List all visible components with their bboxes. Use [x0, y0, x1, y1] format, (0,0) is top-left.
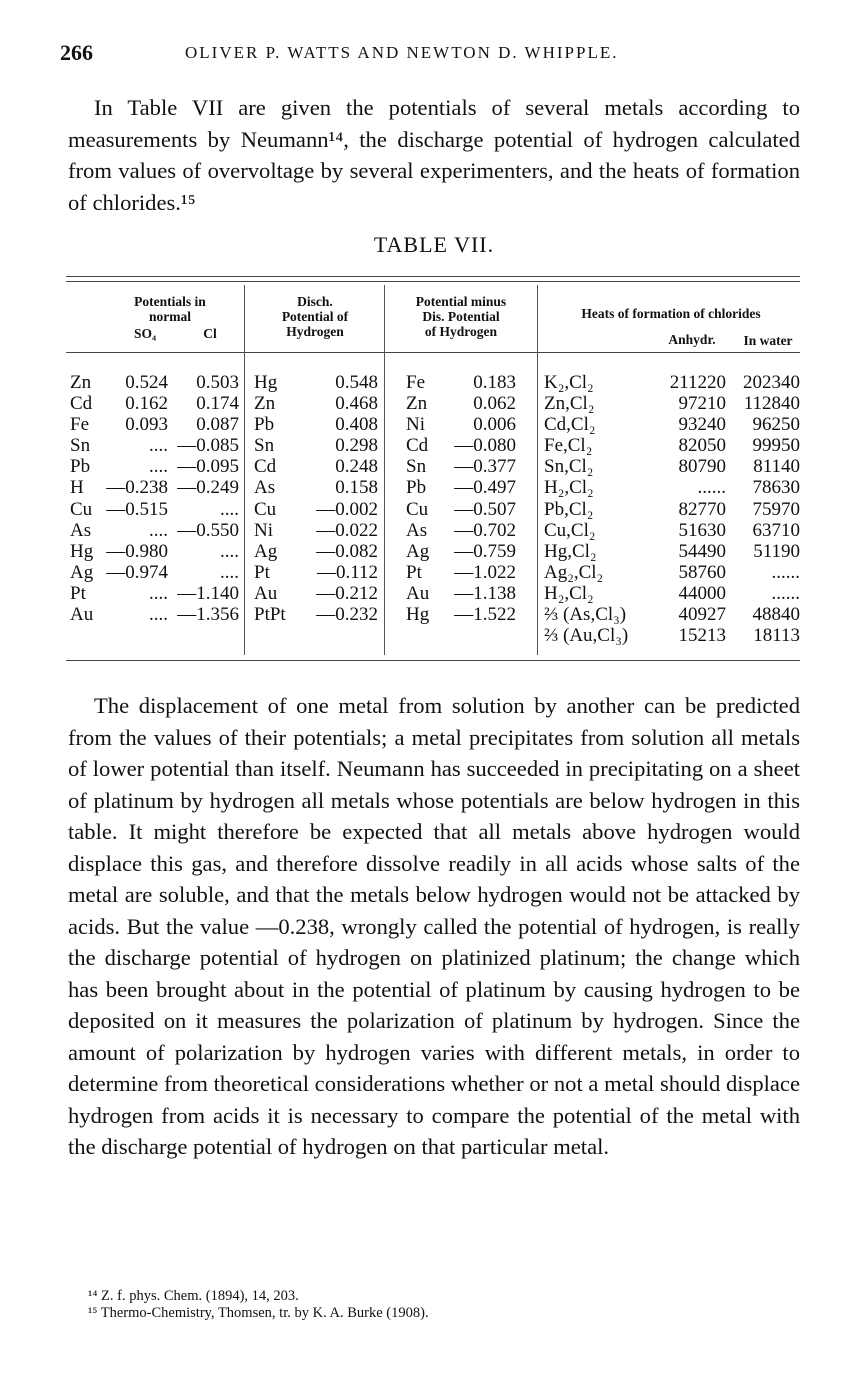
- header-minus-line1: Potential minus: [415, 294, 507, 309]
- col-anhydr: [640, 372, 726, 646]
- cl-potential-cell: ....: [220, 561, 239, 583]
- so4-potential-cell: 0.093: [125, 414, 168, 436]
- minus-value-cell: 0.183: [473, 372, 516, 393]
- minus-value-cell: —0.377: [454, 456, 516, 478]
- running-header: [60, 40, 800, 66]
- table-title: TABLE VII.: [373, 232, 495, 257]
- header-discharge-line3: Hydrogen: [286, 324, 344, 339]
- col-so4: [100, 372, 168, 625]
- heat-anhydr-cell: 93240: [678, 414, 726, 436]
- minus-metal-cell: Pb: [406, 477, 427, 499]
- heat-anhydr-cell: ......: [697, 477, 726, 499]
- discharge-value-cell: —0.002: [316, 498, 378, 520]
- discharge-value-cell: —0.082: [316, 540, 378, 562]
- footnote-15: ¹⁵ Thermo-Chemistry, Thomsen, tr. by K. A. Burke (1908).: [88, 1305, 429, 1321]
- heat-anhydr-cell: 54490: [678, 540, 726, 562]
- minus-value-cell: 0.006: [473, 414, 516, 436]
- so4-potential-cell: ....: [149, 582, 168, 604]
- discharge-metal-cell: Zn: [254, 393, 276, 415]
- so4-potential-cell: 0.162: [125, 393, 168, 415]
- header-potentials-line2: normal: [149, 309, 191, 324]
- minus-value-cell: —1.522: [454, 604, 516, 626]
- body-paragraph: The displacement of one metal from solution by another can be predicted from the values of their potentials; a metal precipitates from solution all metals of lower potential than itself. Neumann has succeeded in precipitating on a sheet of platinum by hydrogen all metals whose potentials are below hydrogen in this table. It might therefore be expected that all metals above hydrogen would displace this gas, and therefore dissolve readily in all acids whose salts of the metal are soluble, and that the metals below hydrogen would not be attacked by acids. But the value —0.238, wrongly called the potential of hydrogen, is really the discharge potential of hydrogen on platinized platinum; the change which has been brought about in the potential of platinum by causing hydrogen to be deposited on it measures the polarization of platinum by hydrogen. Since the amount of polarization by hydrogen varies with different metals, in order to determine from theoretical considerations whether or not a metal should displace hydrogen from acids it is necessary to compare the potential of the metal with the discharge potential of hydrogen on that particular metal.: [68, 693, 800, 1159]
- footnotes: [88, 1288, 429, 1322]
- header-heats: Heats of formation of chlorides: [581, 306, 761, 321]
- header-cl: Cl: [203, 326, 217, 341]
- minus-metal-cell: Ag: [406, 540, 430, 562]
- so4-potential-cell: ....: [149, 604, 168, 626]
- heat-anhydr-cell: 44000: [678, 582, 726, 604]
- header-potentials-line1: Potentials in: [134, 294, 206, 309]
- running-head: OLIVER P. WATTS AND NEWTON D. WHIPPLE.: [185, 43, 619, 62]
- discharge-metal-cell: Pt: [254, 561, 270, 583]
- heat-anhydr-cell: 211220: [669, 372, 726, 393]
- chloride-compound-cell: H₂,Cl₂: [544, 582, 594, 604]
- discharge-value-cell: 0.158: [335, 477, 378, 499]
- heat-water-cell: 96250: [752, 414, 800, 436]
- potential-metal-cell: Hg: [70, 540, 94, 562]
- potential-metal-cell: Cu: [70, 498, 93, 520]
- col-minus-values: [440, 372, 516, 625]
- header-discharge-line2: Potential of: [281, 309, 349, 324]
- cl-potential-cell: —0.095: [177, 456, 239, 478]
- so4-potential-cell: —0.980: [106, 540, 168, 562]
- minus-value-cell: —0.702: [454, 519, 516, 541]
- discharge-metal-cell: Cd: [254, 456, 277, 478]
- minus-value-cell: —1.022: [454, 561, 516, 583]
- potential-metal-cell: Pt: [70, 582, 86, 604]
- column-divider-1: [244, 285, 245, 655]
- discharge-value-cell: 0.548: [335, 372, 378, 393]
- discharge-metal-cell: PtPt: [254, 604, 286, 626]
- chloride-compound-cell: H₂,Cl₂: [544, 477, 594, 499]
- minus-metal-cell: Cd: [406, 435, 429, 457]
- minus-metal-cell: Sn: [406, 456, 427, 478]
- minus-metal-cell: Ni: [406, 414, 425, 436]
- chloride-compound-cell: Hg,Cl₂: [544, 540, 597, 562]
- discharge-value-cell: 0.248: [335, 456, 378, 478]
- minus-value-cell: 0.062: [473, 393, 516, 415]
- discharge-value-cell: —0.112: [316, 561, 378, 583]
- chloride-compound-cell: Pb,Cl₂: [544, 498, 594, 520]
- potential-metal-cell: Au: [70, 604, 94, 626]
- cl-potential-cell: —1.356: [177, 604, 239, 626]
- minus-metal-cell: As: [406, 519, 428, 541]
- table-top-rule-2: [66, 281, 800, 282]
- chloride-compound-cell: Sn,Cl₂: [544, 456, 594, 478]
- heat-water-cell: 99950: [752, 435, 800, 457]
- potential-metal-cell: Ag: [70, 561, 94, 583]
- discharge-value-cell: —0.022: [316, 519, 378, 541]
- header-in-water: In water: [743, 333, 793, 348]
- discharge-metal-cell: Ni: [254, 519, 273, 541]
- intro-paragraph: In Table VII are given the potentials of several metals according to measurements by Neumann¹⁴, the discharge potential of hydrogen calculated from values of overvoltage by several experimenters, and the heats of formation of chlorides.¹⁵: [68, 95, 800, 215]
- heat-anhydr-cell: 58760: [678, 561, 726, 583]
- potential-metal-cell: Cd: [70, 393, 93, 415]
- heat-water-cell: 75970: [752, 498, 800, 520]
- heat-water-cell: ......: [771, 561, 800, 583]
- chloride-compound-cell: Cd,Cl₂: [544, 414, 596, 436]
- heat-water-cell: 202340: [743, 372, 800, 393]
- chloride-compound-cell: Fe,Cl₂: [544, 435, 593, 457]
- discharge-value-cell: —0.232: [316, 604, 378, 626]
- header-anhydr: Anhydr.: [668, 332, 716, 347]
- discharge-metal-cell: Au: [254, 582, 278, 604]
- cl-potential-cell: —0.085: [177, 435, 239, 457]
- heat-water-cell: 51190: [753, 540, 800, 562]
- discharge-value-cell: 0.408: [335, 414, 378, 436]
- heat-water-cell: 112840: [743, 393, 800, 415]
- table-top-rule: [66, 276, 800, 277]
- col-potential-metals: [70, 372, 93, 625]
- so4-potential-cell: —0.515: [106, 498, 168, 520]
- cl-potential-cell: —0.550: [177, 519, 239, 541]
- heat-water-cell: 18113: [753, 625, 800, 647]
- header-minus: [388, 294, 534, 339]
- so4-potential-cell: —0.974: [106, 561, 168, 583]
- column-divider-3: [537, 285, 538, 655]
- discharge-metal-cell: Hg: [254, 372, 278, 393]
- header-minus-line2: Dis. Potential: [422, 309, 500, 324]
- col-minus-metals: [406, 372, 429, 625]
- cl-potential-cell: 0.174: [196, 393, 239, 415]
- footnote-14: ¹⁴ Z. f. phys. Chem. (1894), 14, 203.: [88, 1288, 299, 1304]
- so4-potential-cell: 0.524: [125, 372, 168, 393]
- discharge-metal-cell: Pb: [254, 414, 275, 436]
- discharge-value-cell: 0.298: [335, 435, 378, 457]
- col-discharge-metals: [254, 372, 286, 625]
- discharge-value-cell: 0.468: [335, 393, 378, 415]
- minus-metal-cell: Zn: [406, 393, 428, 415]
- minus-value-cell: —0.759: [454, 540, 516, 562]
- heat-anhydr-cell: 40927: [678, 604, 726, 626]
- discharge-metal-cell: Sn: [254, 435, 275, 457]
- discharge-metal-cell: As: [254, 477, 276, 499]
- so4-potential-cell: ....: [149, 519, 168, 541]
- heat-anhydr-cell: 51630: [678, 519, 726, 541]
- header-rule: [66, 352, 800, 353]
- cl-potential-cell: 0.503: [196, 372, 239, 393]
- minus-metal-cell: Fe: [406, 372, 425, 393]
- cl-potential-cell: —0.249: [177, 477, 239, 499]
- minus-value-cell: —0.497: [454, 477, 516, 499]
- cl-potential-cell: 0.087: [196, 414, 239, 436]
- heat-anhydr-cell: 80790: [678, 456, 726, 478]
- chloride-compound-cell: Cu,Cl₂: [544, 519, 596, 541]
- potential-metal-cell: Pb: [70, 456, 91, 478]
- minus-metal-cell: Hg: [406, 604, 430, 626]
- discharge-value-cell: —0.212: [316, 582, 378, 604]
- chloride-compound-cell: Ag₂,Cl₂: [544, 561, 604, 583]
- chloride-compound-cell: Zn,Cl₂: [544, 393, 595, 415]
- header-potentials: [100, 294, 240, 324]
- potential-metal-cell: Sn: [70, 435, 91, 457]
- potential-metal-cell: H: [70, 477, 84, 499]
- heat-anhydr-cell: 82770: [678, 498, 726, 520]
- heat-water-cell: 63710: [752, 519, 800, 541]
- col-water: [728, 372, 800, 646]
- heat-anhydr-cell: 82050: [678, 435, 726, 457]
- potential-metal-cell: Zn: [70, 372, 92, 393]
- chloride-compound-cell: K₂,Cl₂: [544, 372, 594, 393]
- minus-metal-cell: Au: [406, 582, 430, 604]
- header-discharge: [248, 294, 382, 339]
- heat-water-cell: 48840: [752, 604, 800, 626]
- minus-metal-cell: Cu: [406, 498, 429, 520]
- col-discharge-values: [300, 372, 378, 625]
- heat-water-cell: 81140: [753, 456, 800, 478]
- minus-metal-cell: Pt: [406, 561, 422, 583]
- chloride-compound-cell: ⅔ (As,Cl₃): [544, 604, 627, 626]
- col-cl: [170, 372, 239, 625]
- minus-value-cell: —1.138: [454, 582, 516, 604]
- potential-metal-cell: As: [70, 519, 92, 541]
- discharge-metal-cell: Cu: [254, 498, 277, 520]
- minus-value-cell: —0.080: [454, 435, 516, 457]
- header-minus-line3: of Hydrogen: [424, 324, 498, 339]
- cl-potential-cell: —1.140: [177, 582, 239, 604]
- cl-potential-cell: ....: [220, 498, 239, 520]
- heat-water-cell: ......: [771, 582, 800, 604]
- potential-metal-cell: Fe: [70, 414, 89, 436]
- chloride-compound-cell: ⅔ (Au,Cl₃): [544, 625, 629, 647]
- col-compounds: [544, 372, 628, 646]
- discharge-metal-cell: Ag: [254, 540, 278, 562]
- page-number: 266: [60, 40, 93, 65]
- so4-potential-cell: ....: [149, 435, 168, 457]
- heat-water-cell: 78630: [752, 477, 800, 499]
- table-bottom-rule: [66, 660, 800, 661]
- minus-value-cell: —0.507: [454, 498, 516, 520]
- heat-anhydr-cell: 97210: [678, 393, 726, 415]
- header-discharge-line1: Disch.: [297, 294, 333, 309]
- so4-potential-cell: —0.238: [106, 477, 168, 499]
- heat-anhydr-cell: 15213: [678, 625, 726, 647]
- cl-potential-cell: ....: [220, 540, 239, 562]
- so4-potential-cell: ....: [149, 456, 168, 478]
- header-so4: SO₄: [133, 326, 157, 341]
- column-divider-2: [384, 285, 385, 655]
